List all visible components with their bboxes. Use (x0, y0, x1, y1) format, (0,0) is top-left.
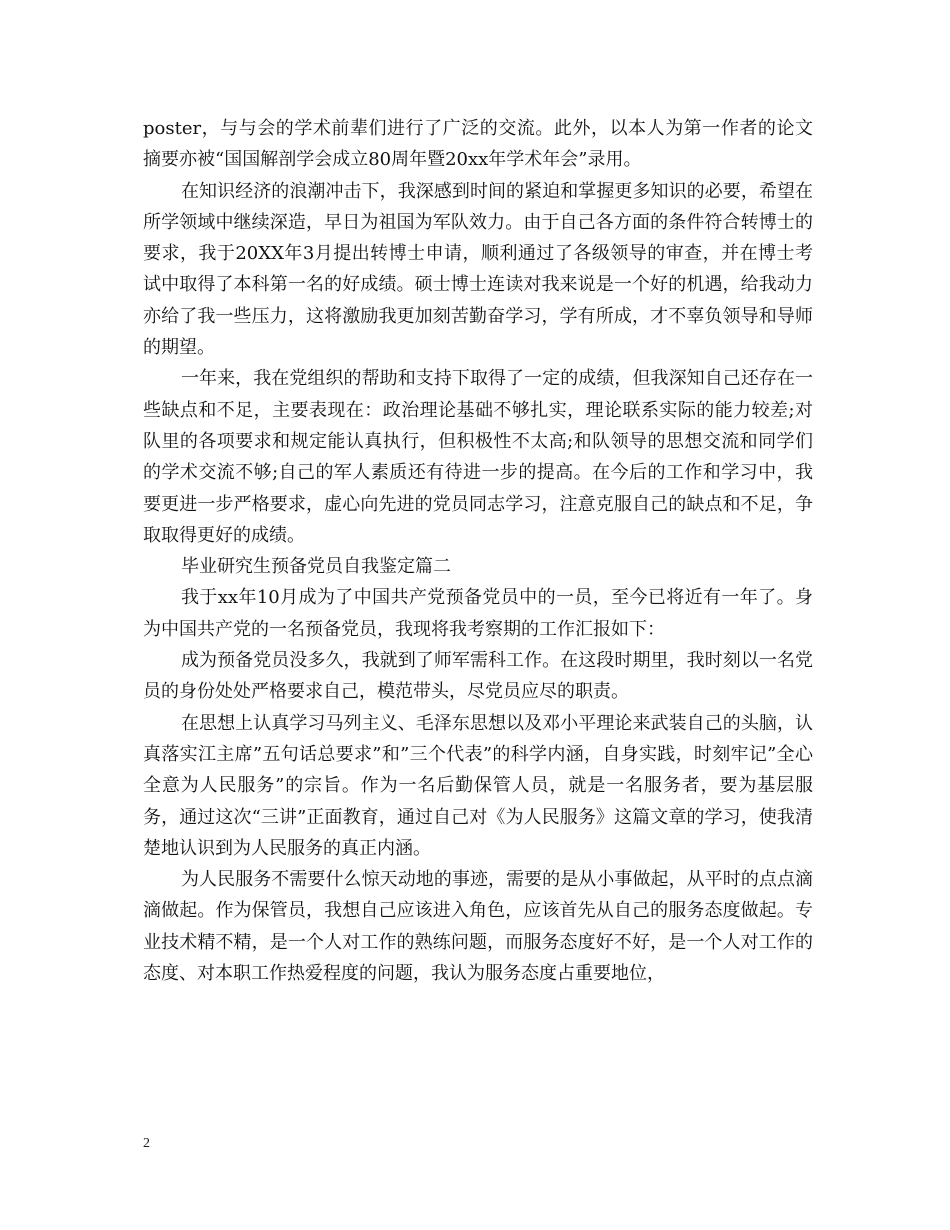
paragraph-3: 一年来，我在党组织的帮助和支持下取得了一定的成绩，但我深知自己还存在一些缺点和不足，主要表现在：政治理论基础不够扎实，理论联系实际的能力较差;对队里的各项要求和规定能认真执行，但积极性不太高;和队领导的思想交流和同学们的学术交流不够;自己的军人素质还有待进一步的提高。在今后的工作和学习中，我要更进一步严格要求，虚心向先进的党员同志学习，注意克服自己的缺点和不足，争取取得更好的成绩。 (143, 368, 813, 546)
page-number: 2 (143, 1136, 150, 1151)
document-body (143, 113, 813, 989)
paragraph-5: 我于xx年10月成为了中国共产党预备党员中的一员，至今已将近有一年了。身为中国共产党的一名预备党员，我现将我考察期的工作汇报如下： (143, 587, 813, 640)
paragraph-8: 为人民服务不需要什么惊天动地的事迹，需要的是从小事做起，从平时的点点滴滴做起。作为保管员，我想自己应该进入角色，应该首先从自己的服务态度做起。专业技术精不精，是一个人对工作的熟练问题，而服务态度好不好，是一个人对工作的态度、对本职工作热爱程度的问题，我认为服务态度占重要地位， (143, 869, 813, 985)
paragraph-7: 在思想上认真学习马列主义、毛泽东思想以及邓小平理论来武装自己的头脑，认真落实江主席”五句话总要求”和”三个代表”的科学内涵，自身实践，时刻牢记”全心全意为人民服务”的宗旨。作为一名后勤保管人员，就是一名服务者，要为基层服务，通过这次“三讲”正面教育，通过自己对《为人民服务》这篇文章的学习，使我清楚地认识到为人民服务的真正内涵。 (143, 712, 813, 859)
paragraph-1: poster，与与会的学术前辈们进行了广泛的交流。此外，以本人为第一作者的论文摘要亦被“国国解剖学会成立80周年暨20xx年学术年会”录用。 (143, 118, 813, 171)
section-heading: 毕业研究生预备党员自我鉴定篇二 (181, 556, 451, 578)
paragraph-6: 成为预备党员没多久，我就到了师军需科工作。在这段时期里，我时刻以一名党员的身份处处严格要求自己，模范带头，尽党员应尽的职责。 (143, 650, 813, 703)
paragraph-2: 在知识经济的浪潮冲击下，我深感到时间的紧迫和掌握更多知识的必要，希望在所学领域中继续深造，早日为祖国为军队效力。由于自己各方面的条件符合转博士的要求，我于20XX年3月提出转博士申请，顺利通过了各级领导的审查，并在博士考试中取得了本科第一名的好成绩。硕士博士连读对我来说是一个好的机遇，给我动力亦给了我一些压力，这将激励我更加刻苦勤奋学习，学有所成，才不辜负领导和导师的期望。 (143, 180, 813, 359)
